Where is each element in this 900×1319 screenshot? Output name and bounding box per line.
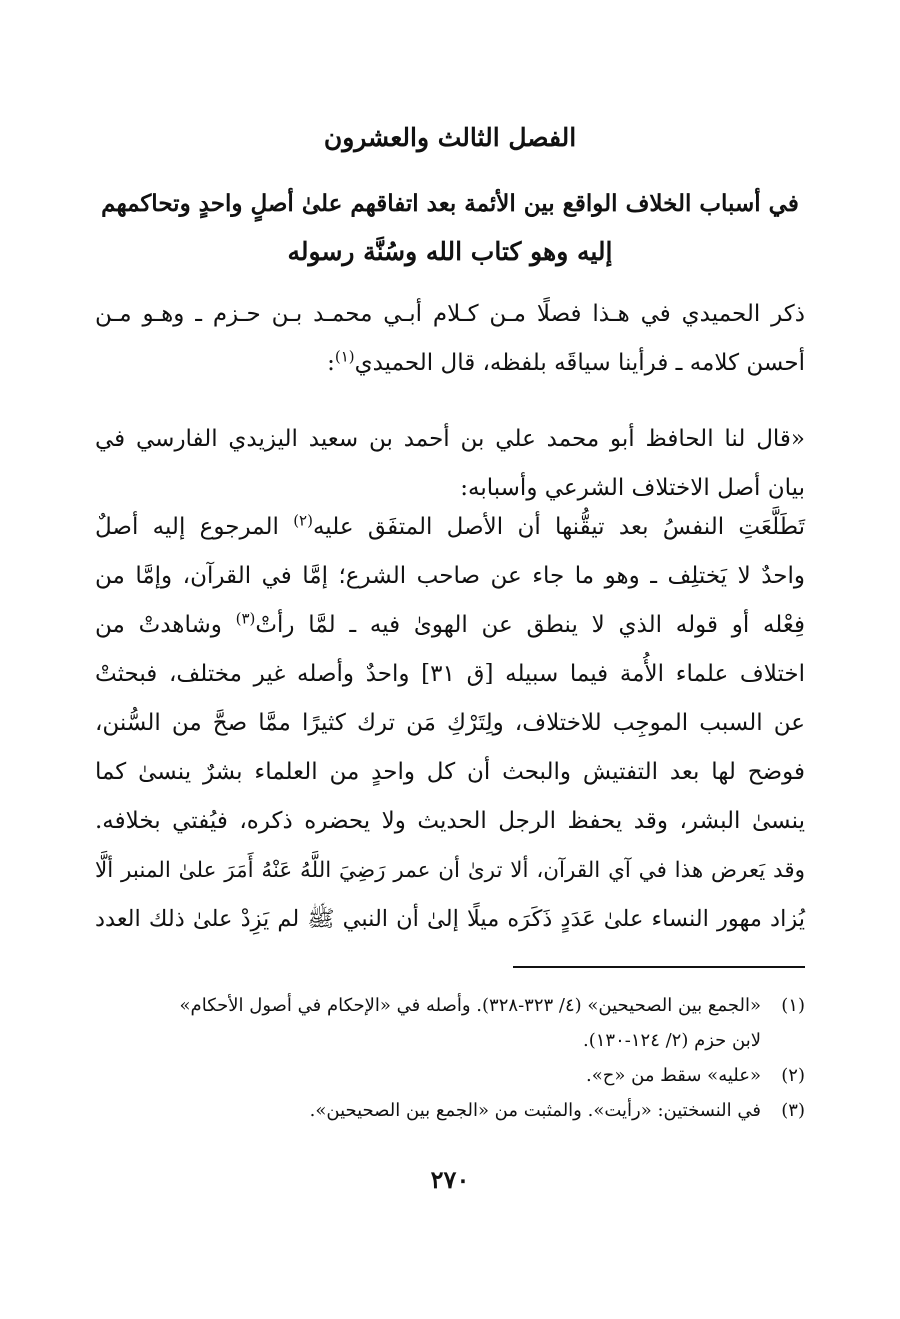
footnote-1-text [95,988,761,1058]
paragraph-1-line-1: ذكر الحميدي في هـذا فصلًا مـن كـلام أبـي محمـد بـن حـزم ـ وهـو مـن [95,301,805,327]
paragraph-2-line-1: «قال لنا الحافظ أبو محمد علي بن أحمد بن سعيد اليزيدي الفارسي في [95,426,805,452]
footnote-1-line-1: «الجمع بين الصحيحين» (٤/ ٣٢٣-٣٢٨). وأصله في «الإحكام في أصول الأحكام» [179,995,761,1016]
footnote-1-line-2: لابن حزم (٢/ ١٢٤-١٣٠). [583,1030,761,1051]
page-number: ٢٧٠ [430,1165,470,1194]
paragraph-1 [95,290,805,388]
footnote-3-line-1: في النسختين: «رأيت». والمثبت من «الجمع بين الصحيحين». [309,1100,761,1121]
paragraph-3-line-1-b: المرجوع إليه أصلٌ [95,514,294,540]
paragraph-3-line-1 [95,503,805,552]
paragraph-3 [95,503,805,944]
paragraph-3-line-1-a: تَطَلَّعَتِ النفسُ بعد تيقُّنها أن الأصل المتفَق عليه [312,514,805,540]
footnote-marker-2[interactable]: (٢) [293,511,313,530]
paragraph-3-line-7: ينسىٰ البشر، وقد يحفظ الرجل الحديث ولا يحضره ذكره، فيُفتي بخلافه. [95,808,805,834]
chapter-title: الفصل الثالث والعشرون [323,123,577,152]
footnotes [95,988,805,1128]
paragraph-3-line-3-a: فِعْله أو قوله الذي لا ينطق عن الهوىٰ فيه ـ لمَّا رأتْ [255,612,805,638]
paragraph-1-line-2-text: أحسن كلامه ـ فرأينا سياقَه بلفظه، قال الحميدي [354,350,805,376]
footnote-2-number: (٢) [781,1065,805,1086]
footnote-2-line-1: «عليه» سقط من «ح». [586,1065,761,1086]
footnote-3 [95,1093,805,1128]
paragraph-1-line-2-end: : [327,350,335,376]
paragraph-3-line-2: واحدٌ لا يَختلِف ـ وهو ما جاء عن صاحب الشرع؛ إمَّا في القرآن، وإمَّا من [95,563,805,589]
footnote-2-text [95,1058,761,1093]
paragraph-2-line-2: بيان أصل الاختلاف الشرعي وأسبابه: [460,475,805,501]
footnote-1 [95,988,805,1058]
subtitle-line-1: في أسباب الخلاف الواقع بين الأئمة بعد اتفاقهم علىٰ أصلٍ واحدٍ وتحاكمهم [101,190,799,217]
chapter-subtitle [95,180,805,276]
book-page [95,0,805,1319]
footnote-3-text [95,1093,761,1128]
paragraph-3-line-9: يُزاد مهور النساء علىٰ عَدَدٍ ذَكَرَه ميلًا إلىٰ أن النبي ﷺ لم يَزِدْ علىٰ ذلك العدد [95,906,805,932]
paragraph-3-line-3 [95,601,805,650]
footnote-3-number: (٣) [781,1100,805,1121]
footnote-1-number: (١) [781,995,805,1016]
paragraph-2 [95,415,805,513]
footnote-separator [513,966,805,968]
paragraph-3-line-3-b: وشاهدتْ من [95,612,236,638]
subtitle-line-2: إليه وهو كتاب الله وسُنَّة رسوله [287,237,613,266]
paragraph-1-line-2 [95,339,805,388]
footnote-marker-1[interactable]: (١) [334,347,355,366]
footnote-2 [95,1058,805,1093]
paragraph-3-line-6: فوضح لها بعد التفتيش والبحث أن كل واحدٍ من العلماء بشرٌ ينسىٰ كما [95,759,805,785]
paragraph-3-line-5: عن السبب الموجِب للاختلاف، ولِتَرْكِ مَن ترك كثيرًا ممَّا صحَّ من السُّنن، [95,710,805,736]
footnote-marker-3[interactable]: (٣) [235,609,256,628]
paragraph-3-line-4: اختلاف علماء الأُمة فيما سبيله [ق ٣١] واحدٌ وأصله غير مختلف، فبحثتْ [95,661,805,687]
paragraph-3-line-8: وقد يَعرض هذا في آي القرآن، ألا ترىٰ أن عمر رَضِيَ اللَّهُ عَنْهُ أَمَرَ علىٰ المنبر ألَّا [95,858,805,883]
